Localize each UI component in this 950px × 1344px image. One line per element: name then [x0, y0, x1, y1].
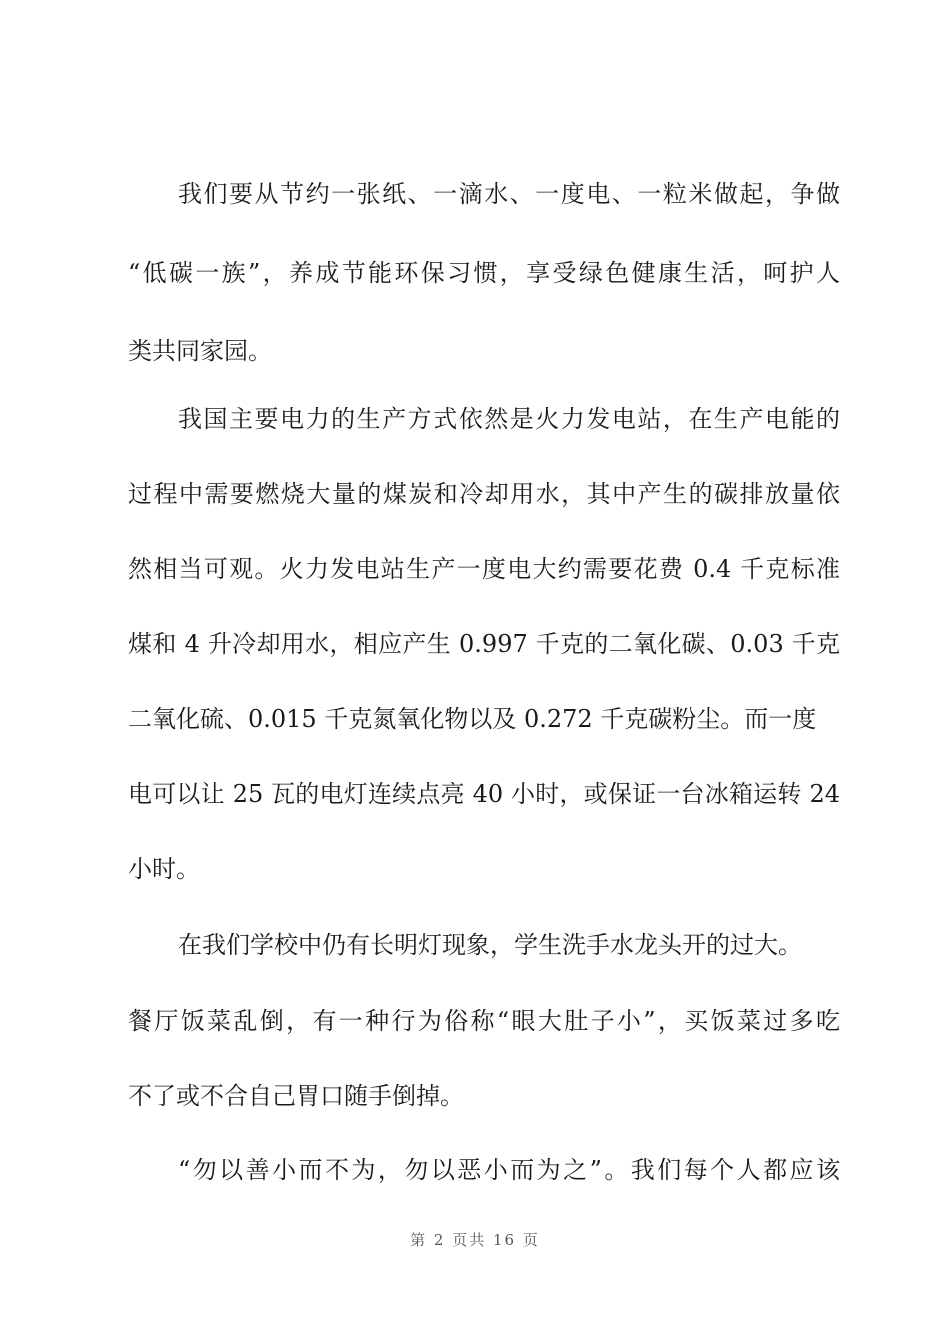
paragraph-1-line-2: “低碳一族”，养成节能环保习惯，享受绿色健康生活，呵护人 — [128, 259, 840, 287]
paragraph-2-line-1: 我国主要电力的生产方式依然是火力发电站，在生产电能的 — [178, 405, 840, 433]
paragraph-3-line-1: 在我们学校中仍有长明灯现象，学生洗手水龙头开的过大。 — [178, 931, 802, 959]
paragraph-2-line-2: 过程中需要燃烧大量的煤炭和冷却用水，其中产生的碳排放量依 — [128, 480, 840, 508]
paragraph-3-line-2: 餐厅饭菜乱倒，有一种行为俗称“眼大肚子小”，买饭菜过多吃 — [128, 1007, 840, 1035]
paragraph-1-line-1: 我们要从节约一张纸、一滴水、一度电、一粒米做起，争做 — [178, 180, 840, 208]
paragraph-1-line-3: 类共同家园。 — [128, 337, 272, 365]
paragraph-3-line-3: 不了或不合自己胃口随手倒掉。 — [128, 1082, 464, 1110]
paragraph-2-line-3: 然相当可观。火力发电站生产一度电大约需要花费 0.4 千克标准 — [128, 555, 840, 583]
paragraph-4-line-1: “勿以善小而不为，勿以恶小而为之”。我们每个人都应该 — [178, 1156, 840, 1184]
paragraph-2-line-5: 二氧化硫、0.015 千克氮氧化物以及 0.272 千克碳粉尘。而一度 — [128, 705, 817, 733]
paragraph-2-line-6: 电可以让 25 瓦的电灯连续点亮 40 小时，或保证一台冰箱运转 24 — [128, 780, 840, 808]
page-footer: 第 2 页共 16 页 — [410, 1231, 540, 1249]
paragraph-2-line-4: 煤和 4 升冷却用水，相应产生 0.997 千克的二氧化碳、0.03 千克 — [128, 630, 840, 658]
paragraph-2-line-7: 小时。 — [128, 855, 200, 883]
